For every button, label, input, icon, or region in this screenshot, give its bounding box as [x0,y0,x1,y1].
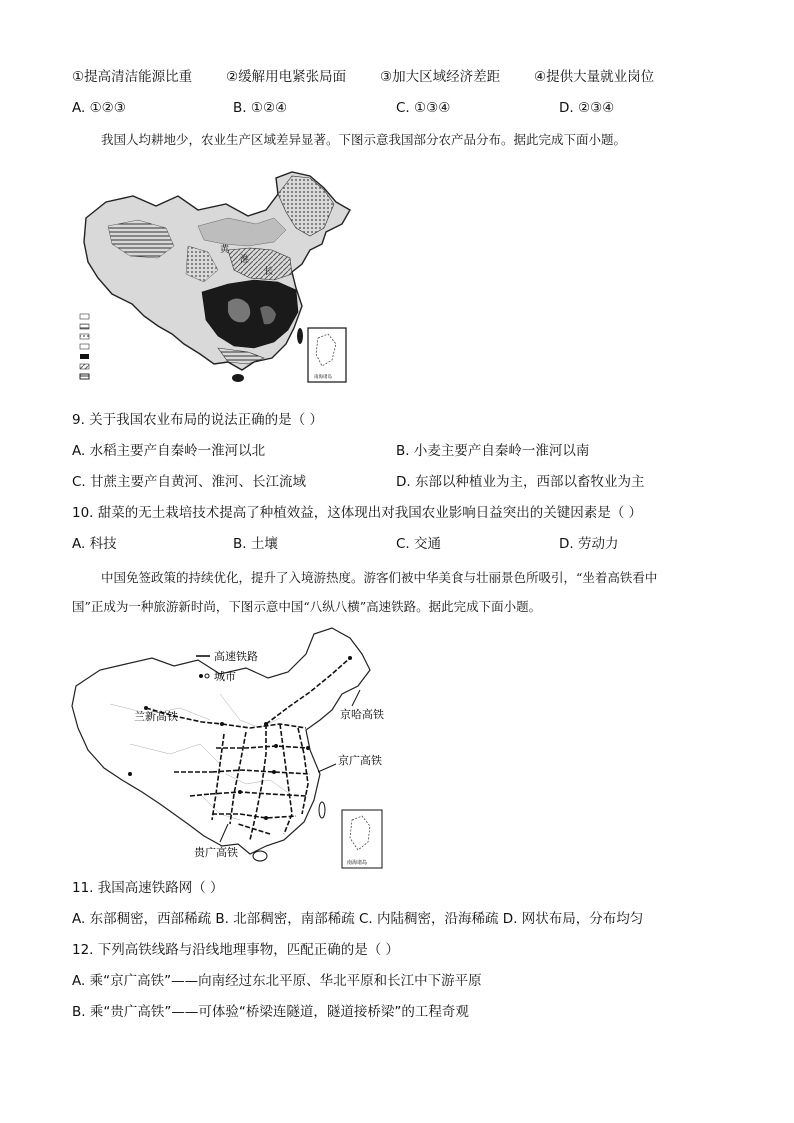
map1-label-2: 淮 [240,255,250,265]
q8-choice-d[interactable]: D. ②③④ [559,100,615,116]
intro-rail-line2: 国”正成为一种旅游新时尚，下图示意中国“八纵八横”高速铁路。据此完成下面小题。 [72,599,542,614]
q9-option-a[interactable]: A. 水稻主要产自秦岭一淮河以北 [72,443,266,459]
q11-stem: 11. 我国高速铁路网（ ） [72,880,224,896]
q12-stem: 12. 下列高铁线路与沿线地理事物，匹配正确的是（ ） [72,942,400,958]
map1-label-3: 长 [264,267,274,277]
rail-map [70,624,390,870]
q8-option-3: ③加大区域经济差距 [380,69,501,85]
q12-option-a[interactable]: A. 乘“京广高铁”——向南经过东北平原、华北平原和长江中下游平原 [72,973,482,989]
q8-choice-b[interactable]: B. ①②④ [233,100,288,116]
svg-text:高速铁路: 高速铁路 [214,650,258,663]
q9-option-b[interactable]: B. 小麦主要产自秦岭一淮河以南 [396,443,590,459]
intro-agriculture: 我国人均耕地少，农业生产区域差异显著。下图示意我国部分农产品分布。据此完成下面小题。 [101,132,627,147]
intro-rail-line1: 中国免签政策的持续优化，提升了入境游热度。游客们被中华美食与壮丽景色所吸引，“坐着高铁看中 [101,570,658,585]
map1-legend [80,314,89,379]
q8-choice-a[interactable]: A. ①②③ [72,100,126,116]
q8-option-2: ②缓解用电紧张局面 [226,69,347,85]
label-guiguang: 贵广高铁 [194,846,238,859]
rail-inset [342,810,382,868]
map1-inset [308,328,346,382]
q10-option-b[interactable]: B. 土壤 [233,536,278,552]
q9-option-c[interactable]: C. 甘蔗主要产自黄河、淮河、长江流域 [72,474,307,490]
svg-text:南海诸岛: 南海诸岛 [347,860,368,866]
svg-text:城市: 城市 [214,670,236,683]
q8-option-4: ④提供大量就业岗位 [534,69,655,85]
map1-label-1: 黄 [220,245,230,255]
q10-option-d[interactable]: D. 劳动力 [559,536,619,552]
q10-stem: 10. 甜菜的无土栽培技术提高了种植效益，这体现出对我国农业影响日益突出的关键因素是（ ） [72,505,643,521]
agriculture-map [78,166,368,392]
q8-option-1: ①提高清洁能源比重 [72,69,193,85]
q11-options[interactable]: A. 东部稠密，西部稀疏 B. 北部稠密，南部稀疏 C. 内陆稠密，沿海稀疏 D. 网状布局，分布均匀 [72,911,644,927]
q9-stem: 9. 关于我国农业布局的说法正确的是（ ） [72,412,323,428]
label-lanxin: 兰新高铁 [134,710,178,723]
label-jingha: 京哈高铁 [340,708,384,721]
label-jinguang: 京广高铁 [338,754,382,767]
q8-choice-c[interactable]: C. ①③④ [396,100,451,116]
svg-text:南海诸岛: 南海诸岛 [314,375,332,380]
q10-option-a[interactable]: A. 科技 [72,536,117,552]
q10-option-c[interactable]: C. 交通 [396,536,442,552]
q12-option-b[interactable]: B. 乘“贵广高铁”——可体验“桥梁连隧道，隧道接桥梁”的工程奇观 [72,1004,469,1020]
q9-option-d[interactable]: D. 东部以种植业为主，西部以畜牧业为主 [396,474,645,490]
